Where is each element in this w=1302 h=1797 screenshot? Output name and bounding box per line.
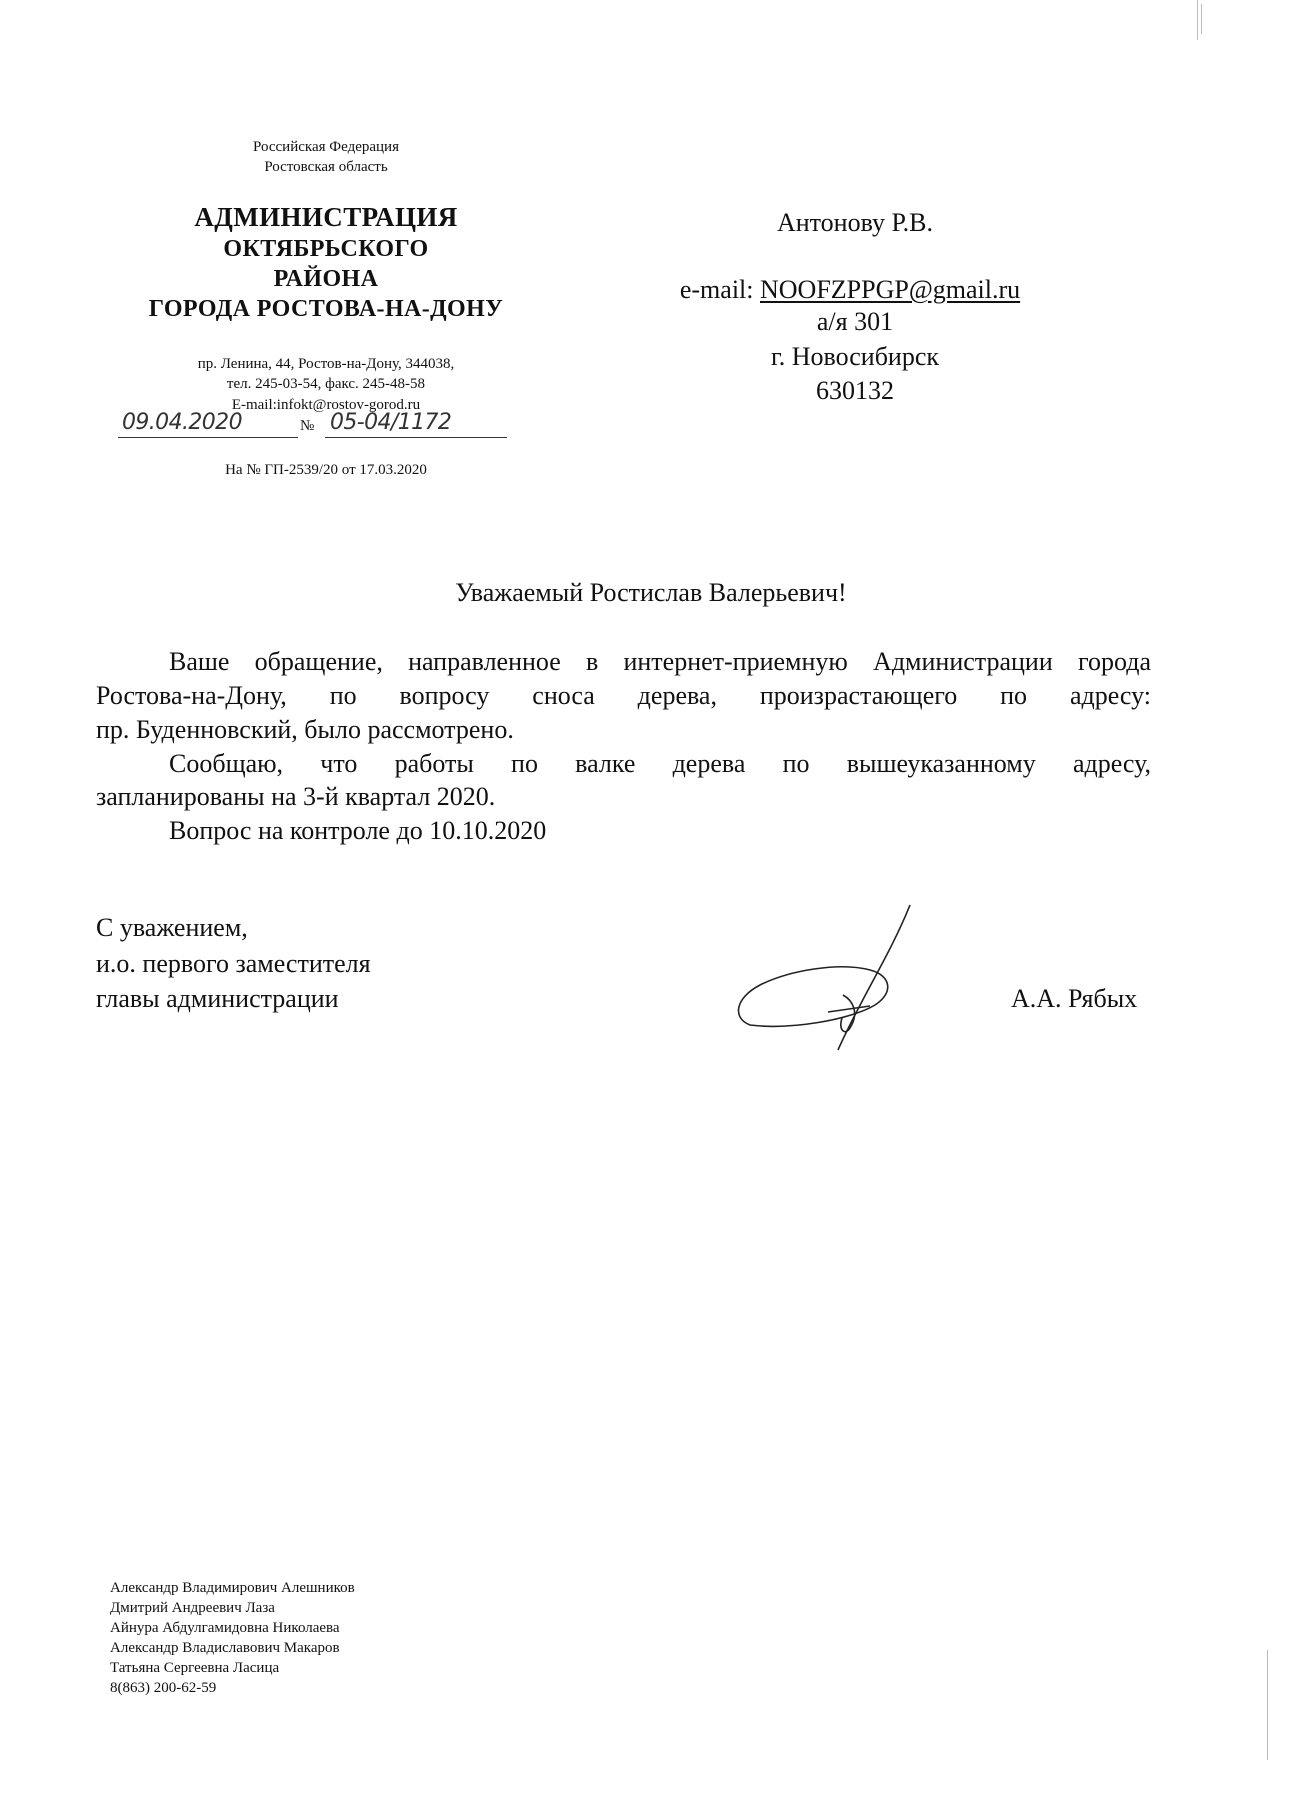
scan-mark-top-right-2 — [1201, 4, 1202, 34]
executor-name: Александр Владиславович Макаров — [110, 1640, 340, 1656]
sender-org-line-1: АДМИНИСТРАЦИЯ — [194, 202, 458, 232]
closing-position-line-1: и.о. первого заместителя — [96, 949, 371, 978]
sender-country: Российская Федерация — [253, 139, 399, 155]
executor-name: Дмитрий Андреевич Лаза — [110, 1600, 275, 1616]
scan-mark-top-right — [1197, 0, 1198, 40]
paragraph-2-line-1: Сообщаю, что работы по валке дерева по вышеуказанному адресу, — [169, 749, 1151, 778]
paragraph-1-line-2: Ростова-на-Дону, по вопросу сноса дерева, произрастающего по адресу: — [96, 681, 1151, 710]
recipient-name: Антонову Р.В. — [776, 208, 934, 237]
paragraph-1-line-1: Ваше обращение, направленное в интернет-приемную Администрации города — [169, 647, 1151, 676]
outgoing-number-underline — [325, 437, 507, 438]
recipient-postcode: 630132 — [816, 376, 894, 405]
executor-name: Айнура Абдулгамидовна Николаева — [110, 1620, 340, 1636]
sender-region: Ростовская область — [264, 159, 388, 175]
sender-org-line-2: ОКТЯБРЬСКОГО — [223, 236, 429, 262]
outgoing-number: 05-04/1172 — [330, 410, 452, 435]
recipient-email — [640, 277, 1060, 303]
executor-phone: 8(863) 200-62-59 — [110, 1680, 217, 1696]
scan-mark-bottom-right — [1267, 1650, 1268, 1760]
letter-greeting: Уважаемый Ростислав Валерьевич! — [455, 578, 847, 607]
recipient-city: г. Новосибирск — [770, 342, 940, 371]
sender-org-line-4: ГОРОДА РОСТОВА-НА-ДОНУ — [148, 296, 504, 322]
recipient-po-box: а/я 301 — [816, 307, 894, 336]
paragraph-1-line-3: пр. Буденновский, было рассмотрено. — [96, 715, 514, 744]
sender-email: E-mail:infokt@rostov-gorod.ru — [231, 397, 421, 413]
sender-phones: тел. 245-03-54, факс. 245-48-58 — [226, 376, 426, 392]
closing-regards: С уважением, — [96, 913, 248, 942]
sender-org-line-3: РАЙОНА — [273, 266, 379, 292]
outgoing-date-underline — [118, 437, 298, 438]
paragraph-3: Вопрос на контроле до 10.10.2020 — [169, 816, 547, 845]
recipient-email-link[interactable]: NOOFZPPGP@gmail.ru — [760, 275, 1021, 304]
paragraph-2-line-2: запланированы на 3-й квартал 2020. — [96, 782, 496, 811]
sender-address: пр. Ленина, 44, Ростов-на-Дону, 344038, — [197, 356, 455, 372]
signer-name: А.А. Рябых — [1011, 984, 1138, 1013]
closing-position-line-2: главы администрации — [96, 984, 339, 1013]
recipient-email-label: e-mail: — [679, 275, 754, 304]
executor-name: Татьяна Сергеевна Ласица — [110, 1660, 280, 1676]
executor-name: Александр Владимирович Алешников — [110, 1580, 355, 1596]
outgoing-number-sign: № — [300, 418, 315, 434]
outgoing-date: 09.04.2020 — [122, 410, 242, 435]
reference-number: На № ГП-2539/20 от 17.03.2020 — [225, 462, 427, 478]
handwritten-signature — [720, 900, 940, 1060]
